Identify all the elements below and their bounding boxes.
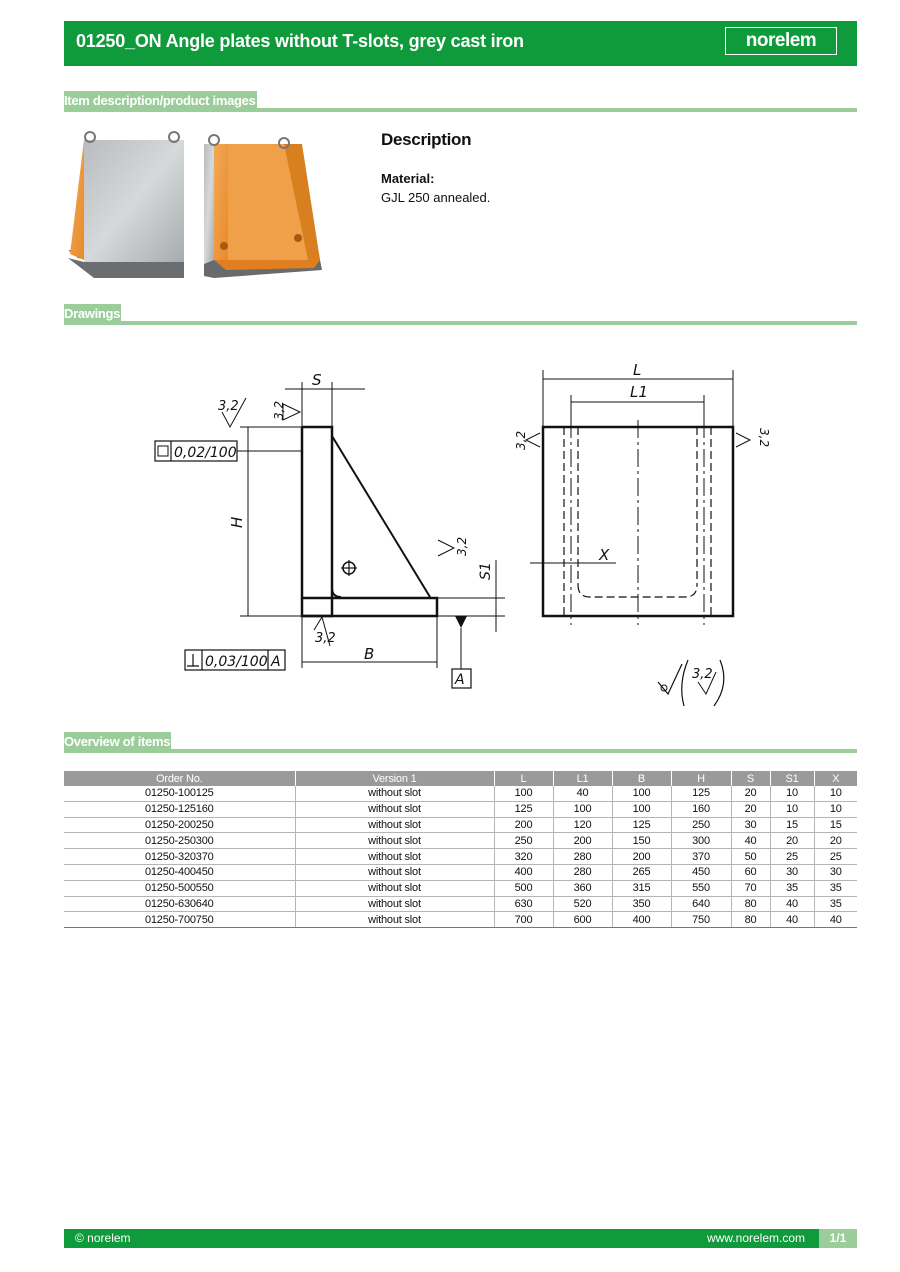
table-cell: without slot: [295, 912, 494, 928]
general-roughness-note: [658, 660, 724, 706]
table-cell: 750: [671, 912, 731, 928]
table-cell: 30: [731, 817, 770, 833]
table-cell: 100: [612, 801, 671, 817]
column-header: S1: [770, 771, 814, 786]
section-rule: [64, 108, 857, 112]
table-cell: 15: [814, 817, 857, 833]
table-cell: 350: [612, 896, 671, 912]
product-images: [64, 130, 324, 282]
table-cell: 10: [770, 801, 814, 817]
table-header-row: [64, 771, 857, 786]
copyright: © norelem: [75, 1231, 131, 1245]
table-cell: 10: [814, 786, 857, 801]
table-cell: 500: [494, 880, 553, 896]
table-row: [64, 896, 857, 912]
table-cell: without slot: [295, 833, 494, 849]
table-cell: 125: [671, 786, 731, 801]
table-cell: 300: [671, 833, 731, 849]
table-cell: 60: [731, 864, 770, 880]
table-cell: 400: [494, 864, 553, 880]
table-cell: 35: [814, 880, 857, 896]
page-number: 1/1: [819, 1229, 857, 1248]
table-row: [64, 786, 857, 801]
table-cell: 01250-100125: [64, 786, 295, 801]
table-cell: 10: [770, 786, 814, 801]
column-header: L1: [553, 771, 612, 786]
table-cell: 280: [553, 864, 612, 880]
dim-label-l: L: [633, 361, 642, 379]
dim-label-s: S: [312, 371, 322, 389]
page-footer: [64, 1229, 857, 1248]
table-cell: 520: [553, 896, 612, 912]
roughness-label: 3,2: [218, 399, 239, 414]
section-label: Item description/product images: [64, 93, 256, 108]
table-cell: 160: [671, 801, 731, 817]
table-row: [64, 880, 857, 896]
dim-label-s1: S1: [478, 562, 494, 580]
flatness-tolerance: 0,02/100: [174, 445, 237, 461]
roughness-label: 3,2: [315, 631, 336, 646]
roughness-label: 3,2: [272, 400, 286, 420]
table-cell: 01250-250300: [64, 833, 295, 849]
table-cell: 01250-700750: [64, 912, 295, 928]
table-row: [64, 801, 857, 817]
table-cell: without slot: [295, 801, 494, 817]
table-cell: 35: [770, 880, 814, 896]
table-row: [64, 833, 857, 849]
table-cell: 40: [770, 912, 814, 928]
table-cell: 40: [553, 786, 612, 801]
dim-label-l1: L1: [630, 383, 648, 401]
table-cell: 50: [731, 849, 770, 865]
table-cell: 550: [671, 880, 731, 896]
section-label: Drawings: [64, 306, 121, 321]
angle-plate-back-image: [68, 132, 184, 278]
table-cell: 200: [612, 849, 671, 865]
table-cell: 200: [494, 817, 553, 833]
section-label: Overview of items: [64, 734, 171, 749]
table-cell: 640: [671, 896, 731, 912]
table-cell: 100: [612, 786, 671, 801]
roughness-label: 3,2: [514, 430, 528, 450]
table-cell: 630: [494, 896, 553, 912]
table-cell: 01250-125160: [64, 801, 295, 817]
table-cell: 20: [770, 833, 814, 849]
table-cell: 100: [553, 801, 612, 817]
table-cell: 30: [814, 864, 857, 880]
roughness-label: 3,2: [757, 428, 771, 448]
table-cell: without slot: [295, 786, 494, 801]
website-link[interactable]: www.norelem.com: [706, 1231, 805, 1245]
datum-a-label: A: [455, 672, 465, 688]
column-header: Version 1: [295, 771, 494, 786]
column-header: H: [671, 771, 731, 786]
table-cell: 360: [553, 880, 612, 896]
table-row: [64, 864, 857, 880]
table-cell: 125: [494, 801, 553, 817]
datum-ref: A: [271, 654, 281, 670]
table-cell: 80: [731, 896, 770, 912]
section-rule: [64, 749, 857, 753]
table-cell: without slot: [295, 896, 494, 912]
table-cell: 25: [770, 849, 814, 865]
description-heading: Description: [381, 130, 472, 149]
table-cell: 150: [612, 833, 671, 849]
table-cell: 01250-500550: [64, 880, 295, 896]
table-cell: without slot: [295, 817, 494, 833]
table-row: [64, 849, 857, 865]
dim-label-x: X: [599, 546, 610, 564]
table-cell: 70: [731, 880, 770, 896]
column-header: X: [814, 771, 857, 786]
table-cell: 200: [553, 833, 612, 849]
technical-drawing: [150, 360, 771, 720]
section-overview: [64, 732, 857, 753]
table-cell: 80: [731, 912, 770, 928]
table-cell: 700: [494, 912, 553, 928]
roughness-label: 3,2: [692, 667, 713, 682]
section-item-description: [64, 91, 857, 112]
items-table: [64, 771, 857, 928]
page-title: 01250_ON Angle plates without T-slots, grey cast iron: [76, 31, 524, 51]
page-header: [64, 21, 857, 66]
table-cell: 15: [770, 817, 814, 833]
table-cell: 35: [814, 896, 857, 912]
table-cell: 01250-320370: [64, 849, 295, 865]
column-header: B: [612, 771, 671, 786]
dim-label-b: B: [364, 645, 375, 663]
table-cell: 20: [814, 833, 857, 849]
column-header: Order No.: [64, 771, 295, 786]
table-cell: 40: [770, 896, 814, 912]
column-header: S: [731, 771, 770, 786]
material-value: GJL 250 annealed.: [381, 190, 491, 205]
column-header: L: [494, 771, 553, 786]
table-cell: 400: [612, 912, 671, 928]
front-view: [514, 361, 771, 625]
perpendicularity-tolerance: 0,03/100: [205, 654, 268, 670]
table-row: [64, 912, 857, 928]
table-cell: 01250-400450: [64, 864, 295, 880]
table-cell: 30: [770, 864, 814, 880]
dim-label-h: H: [228, 516, 246, 528]
table-cell: 280: [553, 849, 612, 865]
section-rule: [64, 321, 857, 325]
table-cell: without slot: [295, 864, 494, 880]
roughness-label: 3,2: [455, 536, 469, 556]
table-cell: without slot: [295, 880, 494, 896]
table-cell: 100: [494, 786, 553, 801]
angle-plate-front-image: [204, 135, 322, 278]
table-cell: 315: [612, 880, 671, 896]
table-cell: 370: [671, 849, 731, 865]
table-cell: 250: [494, 833, 553, 849]
table-cell: 40: [814, 912, 857, 928]
table-cell: 10: [814, 801, 857, 817]
table-cell: 20: [731, 801, 770, 817]
section-drawings: [64, 304, 857, 325]
table-cell: 250: [671, 817, 731, 833]
table-cell: without slot: [295, 849, 494, 865]
table-row: [64, 817, 857, 833]
material-label: Material:: [381, 171, 435, 186]
side-view: [155, 371, 505, 688]
table-cell: 600: [553, 912, 612, 928]
table-cell: 01250-200250: [64, 817, 295, 833]
table-cell: 25: [814, 849, 857, 865]
table-cell: 01250-630640: [64, 896, 295, 912]
table-cell: 120: [553, 817, 612, 833]
table-cell: 40: [731, 833, 770, 849]
table-cell: 320: [494, 849, 553, 865]
table-cell: 20: [731, 786, 770, 801]
table-cell: 450: [671, 864, 731, 880]
table-cell: 125: [612, 817, 671, 833]
table-cell: 265: [612, 864, 671, 880]
norelem-logo: norelem: [725, 27, 837, 55]
